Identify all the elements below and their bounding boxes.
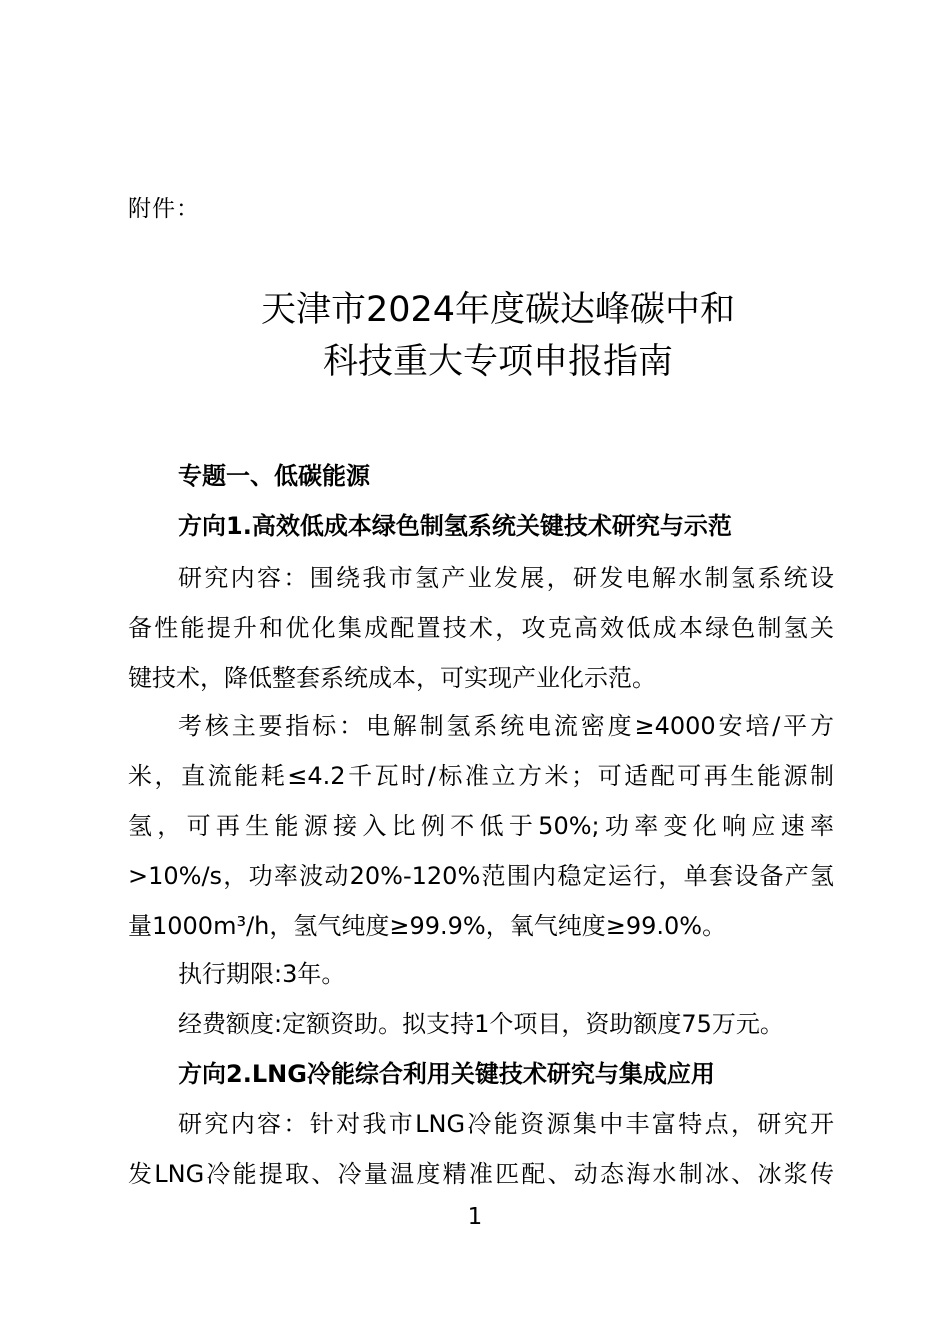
direction2-research-line1: 研究内容：针对我市LNG冷能资源集中丰富特点，研究开 [178,1110,834,1138]
attachment-label: 附件： [128,196,200,222]
direction1-funding: 经费额度:定额资助。拟支持1个项目，资助额度75万元。 [178,1010,784,1038]
topic1-heading: 专题一、低碳能源 [178,462,370,490]
direction2-heading: 方向2.LNG冷能综合利用关键技术研究与集成应用 [178,1060,715,1088]
direction1-research-line3: 键技术，降低整套系统成本，可实现产业化示范。 [128,664,656,692]
direction1-metrics-line1: 考核主要指标：电解制氢系统电流密度≥4000安培/平方 [178,712,834,740]
direction1-metrics-line3: 氢，可再生能源接入比例不低于50%;功率变化响应速率 [128,812,834,840]
direction1-heading: 方向1.高效低成本绿色制氢系统关键技术研究与示范 [178,512,732,540]
document-title-line2: 科技重大专项申报指南 [322,342,673,382]
direction1-research-line2: 备性能提升和优化集成配置技术，攻克高效低成本绿色制氢关 [128,614,834,642]
direction1-period: 执行期限:3年。 [178,960,346,988]
document-title-line1: 天津市2024年度碳达峰碳中和 [260,290,736,330]
direction1-metrics-line4: >10%/s，功率波动20%-120%范围内稳定运行，单套设备产氢 [128,862,834,890]
direction1-metrics-line5: 量1000m³/h，氢气纯度≥99.9%，氧气纯度≥99.0%。 [128,912,727,940]
direction1-research-line1: 研究内容：围绕我市氢产业发展，研发电解水制氢系统设 [178,564,834,592]
direction1-metrics-line2: 米，直流能耗≤4.2千瓦时/标准立方米；可适配可再生能源制 [128,762,834,790]
direction2-research-line2: 发LNG冷能提取、冷量温度精准匹配、动态海水制冰、冰浆传 [128,1160,834,1188]
page-number: 1 [467,1204,483,1230]
